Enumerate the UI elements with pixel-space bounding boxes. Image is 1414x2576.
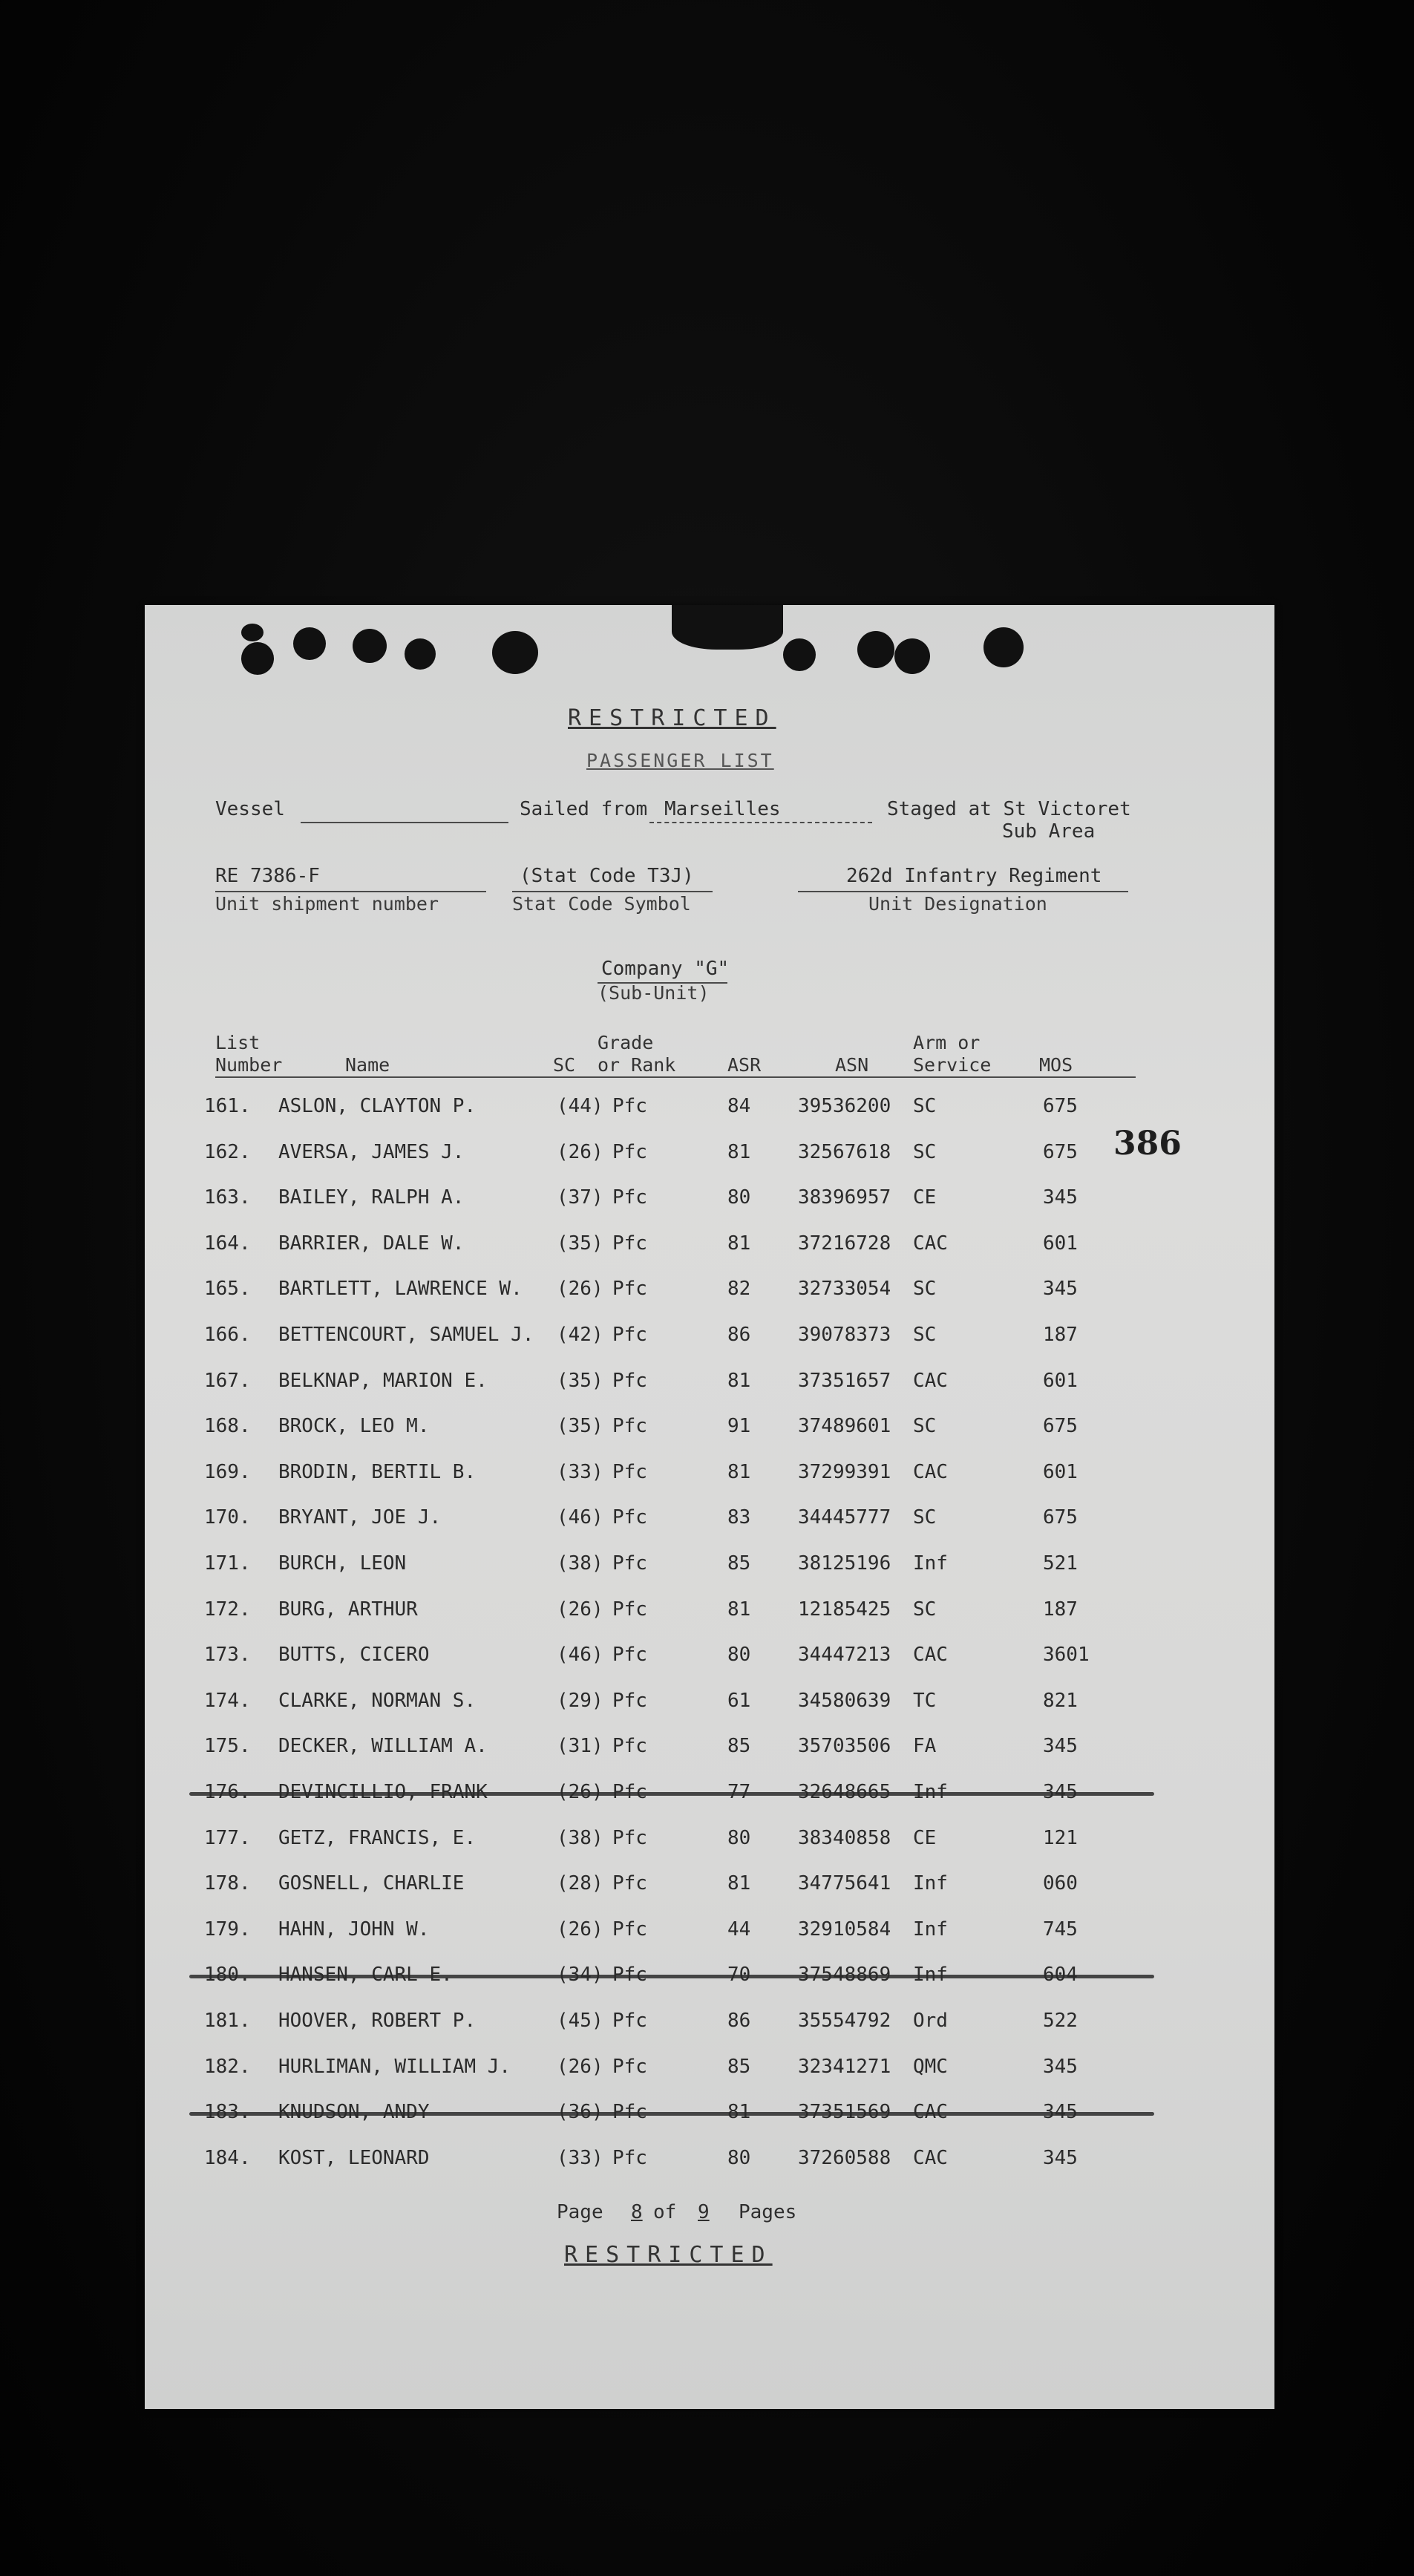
unit-designation-value: 262d Infantry Regiment [846, 865, 1102, 887]
serial-number: 35703506 [798, 1735, 891, 1757]
sc-code: (28) [557, 1872, 603, 1895]
sc-code: (26) [557, 1278, 603, 1300]
passenger-name: BETTENCOURT, SAMUEL J. [278, 1324, 534, 1346]
document-title: RESTRICTED [568, 705, 776, 731]
grade: Pfc [612, 1598, 647, 1621]
table-row [204, 1370, 1095, 1399]
passenger-name: BRODIN, BERTIL B. [278, 1461, 477, 1483]
grade: Pfc [612, 2010, 647, 2032]
sc-code: (46) [557, 1644, 603, 1666]
table-row [204, 1644, 1095, 1673]
list-number: 179. [204, 1918, 251, 1941]
stat-code-label: Stat Code Symbol [512, 893, 691, 915]
passenger-name: KOST, LEONARD [278, 2147, 430, 2169]
asr-score: 85 [727, 2056, 751, 2078]
arm-or-service: SC [913, 1278, 937, 1300]
serial-number: 37299391 [798, 1461, 891, 1483]
company-label: (Sub-Unit) [598, 982, 710, 1004]
asr-score: 80 [727, 1644, 751, 1666]
arm-or-service: CAC [913, 1232, 948, 1255]
staged-at: Staged at St Victoret [887, 798, 1131, 820]
list-number: 172. [204, 1598, 251, 1621]
sc-code: (31) [557, 1735, 603, 1757]
arm-or-service: SC [913, 1598, 937, 1621]
passenger-name: BARTLETT, LAWRENCE W. [278, 1278, 523, 1300]
arm-or-service: SC [913, 1141, 937, 1163]
vessel-label: Vessel [215, 798, 285, 820]
mos-code: 3601 [1043, 1644, 1090, 1666]
page-current: 8 [631, 2201, 643, 2223]
serial-number: 38396957 [798, 1186, 891, 1209]
mos-code: 521 [1043, 1552, 1078, 1575]
asr-score: 80 [727, 1186, 751, 1209]
sailed-from-label: Sailed from [520, 798, 648, 820]
arm-or-service: CAC [913, 1461, 948, 1483]
serial-number: 34775641 [798, 1872, 891, 1895]
serial-number: 32567618 [798, 1141, 891, 1163]
table-row [204, 1324, 1095, 1353]
punch-hole [405, 638, 436, 670]
mos-code: 601 [1043, 1232, 1078, 1255]
table-row [204, 1598, 1095, 1628]
grade: Pfc [612, 1141, 647, 1163]
grade: Pfc [612, 1095, 647, 1117]
serial-number: 32733054 [798, 1278, 891, 1300]
sc-code: (42) [557, 1324, 603, 1346]
company-value: Company "G" [601, 958, 730, 980]
asr-score: 81 [727, 1872, 751, 1895]
serial-number: 37489601 [798, 1415, 891, 1437]
list-number: 184. [204, 2147, 251, 2169]
sc-code: (35) [557, 1370, 603, 1392]
passenger-name: CLARKE, NORMAN S. [278, 1690, 477, 1712]
header-asn: ASN [835, 1054, 869, 1076]
passenger-name: BAILEY, RALPH A. [278, 1186, 465, 1209]
asr-score: 61 [727, 1690, 751, 1712]
sc-code: (44) [557, 1095, 603, 1117]
header-arm-1: Arm or [913, 1032, 981, 1053]
serial-number: 39078373 [798, 1324, 891, 1346]
table-row [204, 1735, 1095, 1765]
document-subtitle: PASSENGER LIST [586, 750, 774, 771]
arm-or-service: SC [913, 1095, 937, 1117]
arm-or-service: QMC [913, 2056, 948, 2078]
mos-code: 121 [1043, 1827, 1078, 1849]
asr-score: 80 [727, 1827, 751, 1849]
asr-score: 81 [727, 1232, 751, 1255]
arm-or-service: TC [913, 1690, 937, 1712]
header-underline [215, 1076, 1136, 1078]
punch-hole [241, 642, 274, 675]
header-grade-2: or Rank [598, 1054, 676, 1076]
passenger-name: HAHN, JOHN W. [278, 1918, 430, 1941]
serial-number: 32910584 [798, 1918, 891, 1941]
sailed-from-value: Marseilles [664, 798, 781, 820]
passenger-name: BURG, ARTHUR [278, 1598, 418, 1621]
sc-code: (37) [557, 1186, 603, 1209]
grade: Pfc [612, 1278, 647, 1300]
passenger-name: DECKER, WILLIAM A. [278, 1735, 488, 1757]
arm-or-service: SC [913, 1324, 937, 1346]
asr-score: 86 [727, 2010, 751, 2032]
serial-number: 37260588 [798, 2147, 891, 2169]
header-list-number-2: Number [215, 1054, 283, 1076]
grade: Pfc [612, 1644, 647, 1666]
mos-code: 345 [1043, 2056, 1078, 2078]
document-page [145, 605, 1274, 2409]
serial-number: 39536200 [798, 1095, 891, 1117]
list-number: 163. [204, 1186, 251, 1209]
list-number: 166. [204, 1324, 251, 1346]
stat-code-value: (Stat Code T3J) [520, 865, 694, 887]
list-number: 167. [204, 1370, 251, 1392]
sc-code: (38) [557, 1552, 603, 1575]
unit-designation-underline [798, 891, 1128, 892]
passenger-name: BROCK, LEO M. [278, 1415, 430, 1437]
grade: Pfc [612, 1324, 647, 1346]
page-label: Page [557, 2201, 603, 2223]
arm-or-service: FA [913, 1735, 937, 1757]
asr-score: 80 [727, 2147, 751, 2169]
mos-code: 601 [1043, 1370, 1078, 1392]
table-row [204, 1141, 1095, 1171]
list-number: 170. [204, 1506, 251, 1529]
table-row [204, 1827, 1095, 1857]
grade: Pfc [612, 1232, 647, 1255]
punch-hole [894, 638, 930, 674]
mos-code: 345 [1043, 1186, 1078, 1209]
strikethrough-line [189, 1792, 1154, 1796]
mos-code: 675 [1043, 1141, 1078, 1163]
header-arm-2: Service [913, 1054, 992, 1076]
table-row [204, 1461, 1095, 1491]
grade: Pfc [612, 1735, 647, 1757]
page-total: 9 [698, 2201, 710, 2223]
passenger-name: ASLON, CLAYTON P. [278, 1095, 477, 1117]
passenger-name: BARRIER, DALE W. [278, 1232, 465, 1255]
grade: Pfc [612, 1370, 647, 1392]
arm-or-service: Inf [913, 1552, 948, 1575]
page-stamp: 386 [1113, 1125, 1182, 1163]
arm-or-service: SC [913, 1415, 937, 1437]
header-list-number-1: List [215, 1032, 261, 1053]
list-number: 181. [204, 2010, 251, 2032]
punch-hole [857, 631, 894, 668]
sc-code: (33) [557, 2147, 603, 2169]
asr-score: 81 [727, 1598, 751, 1621]
grade: Pfc [612, 1552, 647, 1575]
sc-code: (33) [557, 1461, 603, 1483]
unit-shipment-number-value: RE 7386-F [215, 865, 320, 887]
pages-label: Pages [739, 2201, 797, 2223]
asr-score: 83 [727, 1506, 751, 1529]
sc-code: (29) [557, 1690, 603, 1712]
asr-score: 81 [727, 1370, 751, 1392]
table-row [204, 1095, 1095, 1125]
mos-code: 345 [1043, 1735, 1078, 1757]
mos-code: 345 [1043, 1278, 1078, 1300]
serial-number: 34445777 [798, 1506, 891, 1529]
list-number: 182. [204, 2056, 251, 2078]
passenger-name: BUTTS, CICERO [278, 1644, 430, 1666]
footer-title: RESTRICTED [564, 2242, 773, 2268]
list-number: 173. [204, 1644, 251, 1666]
header-mos: MOS [1039, 1054, 1073, 1076]
page-of: of [653, 2201, 677, 2223]
mos-code: 821 [1043, 1690, 1078, 1712]
arm-or-service: CAC [913, 1644, 948, 1666]
header-grade-1: Grade [598, 1032, 654, 1053]
list-number: 177. [204, 1827, 251, 1849]
list-number: 168. [204, 1415, 251, 1437]
stat-code-underline [512, 891, 713, 892]
passenger-name: HURLIMAN, WILLIAM J. [278, 2056, 511, 2078]
serial-number: 37216728 [798, 1232, 891, 1255]
list-number: 165. [204, 1278, 251, 1300]
asr-score: 81 [727, 1461, 751, 1483]
vessel-underline [301, 822, 508, 823]
grade: Pfc [612, 2056, 647, 2078]
table-row [204, 2101, 1095, 2131]
passenger-name: GOSNELL, CHARLIE [278, 1872, 465, 1895]
mos-code: 187 [1043, 1598, 1078, 1621]
passenger-name: HOOVER, ROBERT P. [278, 2010, 477, 2032]
table-row [204, 1872, 1095, 1902]
asr-score: 81 [727, 1141, 751, 1163]
grade: Pfc [612, 1918, 647, 1941]
list-number: 164. [204, 1232, 251, 1255]
punch-hole [983, 627, 1024, 667]
header-asr: ASR [727, 1054, 762, 1076]
table-row [204, 1690, 1095, 1719]
unit-designation-label: Unit Designation [868, 893, 1047, 915]
header-name: Name [345, 1054, 390, 1076]
mos-code: 345 [1043, 2147, 1078, 2169]
mos-code: 675 [1043, 1415, 1078, 1437]
passenger-name: BELKNAP, MARION E. [278, 1370, 488, 1392]
sub-area: Sub Area [1002, 820, 1096, 843]
grade: Pfc [612, 1461, 647, 1483]
sc-code: (35) [557, 1232, 603, 1255]
sc-code: (46) [557, 1506, 603, 1529]
table-row [204, 1232, 1095, 1262]
table-row [204, 1186, 1095, 1216]
sc-code: (38) [557, 1827, 603, 1849]
arm-or-service: SC [913, 1506, 937, 1529]
passenger-name: BURCH, LEON [278, 1552, 407, 1575]
grade: Pfc [612, 1415, 647, 1437]
asr-score: 86 [727, 1324, 751, 1346]
arm-or-service: Inf [913, 1872, 948, 1895]
mos-code: 675 [1043, 1095, 1078, 1117]
list-number: 162. [204, 1141, 251, 1163]
sc-code: (26) [557, 2056, 603, 2078]
punch-hole [293, 627, 326, 660]
list-number: 174. [204, 1690, 251, 1712]
table-row [204, 1918, 1095, 1948]
arm-or-service: CE [913, 1827, 937, 1849]
sailed-from-underline [649, 822, 872, 823]
arm-or-service: Inf [913, 1918, 948, 1941]
list-number: 178. [204, 1872, 251, 1895]
mos-code: 060 [1043, 1872, 1078, 1895]
table-row [204, 1781, 1095, 1811]
passenger-name: AVERSA, JAMES J. [278, 1141, 465, 1163]
asr-score: 84 [727, 1095, 751, 1117]
table-row [204, 1552, 1095, 1582]
asr-score: 85 [727, 1552, 751, 1575]
grade: Pfc [612, 1506, 647, 1529]
sc-code: (35) [557, 1415, 603, 1437]
punch-hole [672, 605, 783, 650]
strikethrough-line [189, 2112, 1154, 2116]
table-row [204, 2056, 1095, 2085]
asr-score: 44 [727, 1918, 751, 1941]
table-row [204, 1278, 1095, 1307]
punch-hole [241, 624, 264, 641]
mos-code: 187 [1043, 1324, 1078, 1346]
grade: Pfc [612, 1690, 647, 1712]
grade: Pfc [612, 2147, 647, 2169]
arm-or-service: CAC [913, 2147, 948, 2169]
asr-score: 85 [727, 1735, 751, 1757]
mos-code: 675 [1043, 1506, 1078, 1529]
sc-code: (26) [557, 1141, 603, 1163]
grade: Pfc [612, 1827, 647, 1849]
table-row [204, 2010, 1095, 2039]
sc-code: (26) [557, 1918, 603, 1941]
list-number: 169. [204, 1461, 251, 1483]
table-row [204, 1964, 1095, 1993]
list-number: 161. [204, 1095, 251, 1117]
unit-shipment-underline [215, 891, 486, 892]
punch-hole [492, 631, 538, 674]
arm-or-service: CE [913, 1186, 937, 1209]
serial-number: 37351657 [798, 1370, 891, 1392]
serial-number: 32341271 [798, 2056, 891, 2078]
grade: Pfc [612, 1186, 647, 1209]
grade: Pfc [612, 1872, 647, 1895]
serial-number: 12185425 [798, 1598, 891, 1621]
serial-number: 38340858 [798, 1827, 891, 1849]
mos-code: 522 [1043, 2010, 1078, 2032]
passenger-name: GETZ, FRANCIS, E. [278, 1827, 477, 1849]
asr-score: 82 [727, 1278, 751, 1300]
serial-number: 35554792 [798, 2010, 891, 2032]
punch-hole [783, 638, 816, 671]
serial-number: 34580639 [798, 1690, 891, 1712]
serial-number: 38125196 [798, 1552, 891, 1575]
sc-code: (26) [557, 1598, 603, 1621]
table-row [204, 1506, 1095, 1536]
sc-code: (45) [557, 2010, 603, 2032]
arm-or-service: CAC [913, 1370, 948, 1392]
punch-hole [353, 629, 387, 663]
strikethrough-line [189, 1975, 1154, 1978]
table-row [204, 2147, 1095, 2177]
passenger-name: BRYANT, JOE J. [278, 1506, 442, 1529]
list-number: 175. [204, 1735, 251, 1757]
arm-or-service: Ord [913, 2010, 948, 2032]
serial-number: 34447213 [798, 1644, 891, 1666]
asr-score: 91 [727, 1415, 751, 1437]
header-sc: SC [553, 1054, 576, 1076]
unit-shipment-number-label: Unit shipment number [215, 893, 439, 915]
mos-code: 601 [1043, 1461, 1078, 1483]
mos-code: 745 [1043, 1918, 1078, 1941]
table-row [204, 1415, 1095, 1445]
list-number: 171. [204, 1552, 251, 1575]
